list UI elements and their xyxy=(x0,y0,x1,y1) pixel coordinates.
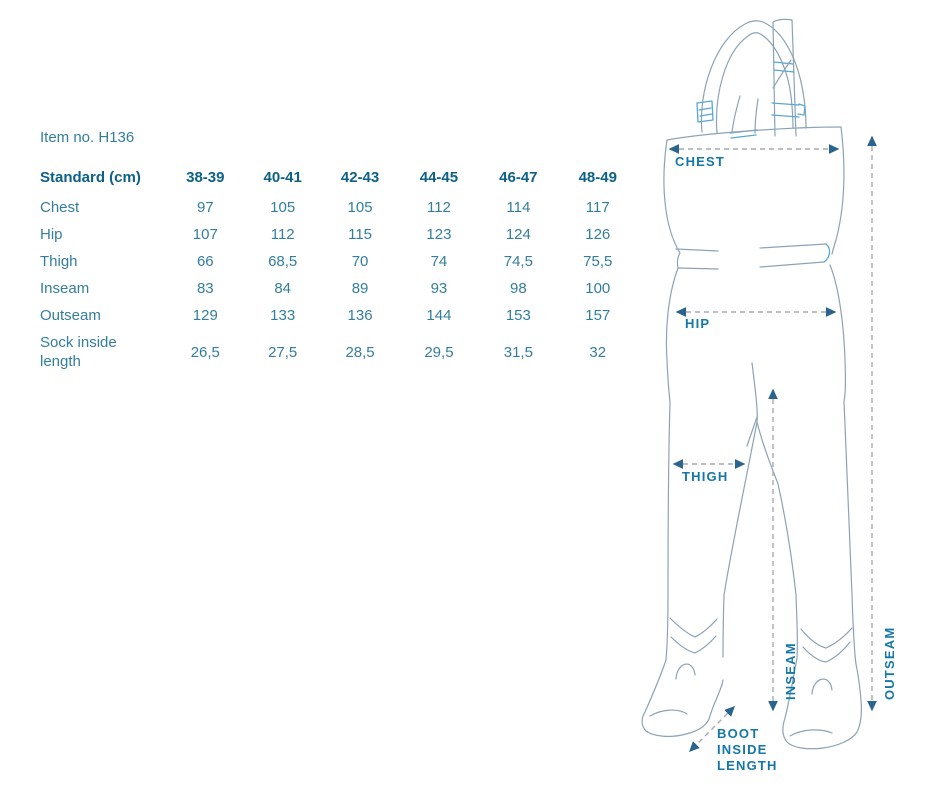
table-row-outseam xyxy=(40,302,638,329)
cell-value: 126 xyxy=(585,226,611,243)
cell-value: 133 xyxy=(270,307,296,324)
cell-value: 144 xyxy=(426,307,452,324)
cell-value: 117 xyxy=(585,199,610,216)
column-header-size: 44-45 xyxy=(419,169,459,186)
cell-value: 97 xyxy=(196,199,214,216)
suspenders-straps xyxy=(697,19,806,138)
wader-measurement-diagram xyxy=(640,0,935,792)
cell-value: 28,5 xyxy=(345,343,375,361)
cell-value: 83 xyxy=(196,280,214,297)
cell-value: 31,5 xyxy=(503,343,533,361)
left-boot xyxy=(642,660,723,736)
cell-value: 129 xyxy=(192,307,218,324)
item-number: Item no. H136 xyxy=(40,129,135,146)
column-header-size: 40-41 xyxy=(263,169,302,186)
column-header-standard: Standard (cm) xyxy=(40,169,141,186)
cell-value: 107 xyxy=(192,226,218,243)
cell-value: 115 xyxy=(348,226,373,243)
cell-value: 89 xyxy=(351,280,369,297)
cell-value: 66 xyxy=(196,253,214,270)
cell-value: 114 xyxy=(506,199,531,216)
cell-value: 157 xyxy=(585,307,611,324)
row-label: Chest xyxy=(40,199,80,216)
cell-value: 68,5 xyxy=(268,253,298,270)
thigh-label: THIGH xyxy=(682,469,729,484)
row-label: Hip xyxy=(40,226,63,243)
table-row-thigh xyxy=(40,248,638,275)
cell-value: 112 xyxy=(426,199,451,216)
table-row-chest xyxy=(40,194,638,221)
table-row-sock-inside-length xyxy=(40,329,638,375)
size-table xyxy=(40,165,638,375)
chest-label: CHEST xyxy=(675,154,726,169)
cell-value: 153 xyxy=(505,307,531,324)
cell-value: 75,5 xyxy=(583,253,613,270)
hip-label: HIP xyxy=(685,316,711,331)
table-row-inseam xyxy=(40,275,638,302)
svg-text:INSIDE: INSIDE xyxy=(717,742,768,757)
waist-belt xyxy=(676,244,830,269)
cell-value: 32 xyxy=(589,343,607,361)
column-header-size: 46-47 xyxy=(499,169,538,186)
ankle-detail-arcs xyxy=(676,664,832,694)
boot-cuff-chevrons xyxy=(670,618,852,662)
cell-value: 74 xyxy=(430,253,448,270)
cell-value: 70 xyxy=(351,253,369,270)
row-label: Thigh xyxy=(40,253,78,270)
svg-text:BOOT: BOOT xyxy=(717,726,760,741)
cell-value: 105 xyxy=(270,199,296,216)
cell-value: 98 xyxy=(509,280,527,297)
cell-value: 26,5 xyxy=(190,343,220,361)
column-header-size: 42-43 xyxy=(340,169,380,186)
table-row-hip xyxy=(40,221,638,248)
cell-value: 105 xyxy=(347,199,373,216)
cell-value: 136 xyxy=(347,307,373,324)
cell-value: 93 xyxy=(430,280,448,297)
cell-value: 124 xyxy=(505,226,531,243)
cell-value: 100 xyxy=(585,280,611,297)
legs-outline xyxy=(666,363,856,664)
size-table-header-row xyxy=(40,165,638,194)
cell-value: 74,5 xyxy=(503,253,533,270)
row-label: Outseam xyxy=(40,307,101,324)
cell-value: 27,5 xyxy=(268,343,298,361)
svg-text:LENGTH: LENGTH xyxy=(717,758,778,773)
column-header-size: 48-49 xyxy=(578,169,617,186)
outseam-label: OUTSEAM xyxy=(882,626,897,700)
cell-value: 123 xyxy=(426,226,452,243)
wader-illustration xyxy=(640,0,935,792)
column-header-size: 38-39 xyxy=(186,169,225,186)
boot-inside-length-label xyxy=(717,726,778,773)
cell-value: 84 xyxy=(274,280,292,297)
inseam-label: INSEAM xyxy=(783,642,798,700)
row-label: Inseam xyxy=(40,280,90,297)
cell-value: 112 xyxy=(270,226,295,243)
cell-value: 29,5 xyxy=(424,343,454,361)
row-label: Sock inside length xyxy=(40,334,117,370)
